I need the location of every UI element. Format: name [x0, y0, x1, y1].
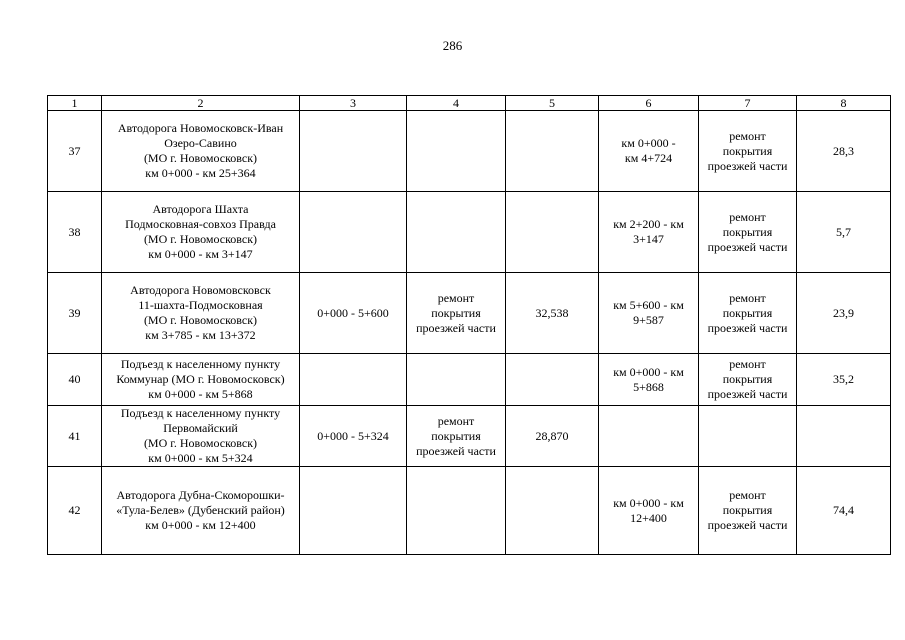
column-header: 1 — [48, 96, 102, 111]
row-number: 42 — [48, 467, 102, 555]
km-range-2: км 0+000 - км 12+400 — [599, 467, 699, 555]
length-value — [506, 192, 599, 273]
table-row — [48, 111, 891, 192]
road-repair-table — [47, 95, 891, 555]
work-type — [407, 467, 506, 555]
work-type-2: ремонт покрытия проезжей части — [699, 273, 797, 354]
row-number: 40 — [48, 354, 102, 406]
value-cell: 23,9 — [797, 273, 891, 354]
km-range-2 — [599, 406, 699, 467]
km-range-2: км 0+000 - км 5+868 — [599, 354, 699, 406]
road-name: Подъезд к населенному пункту Первомайский (МО г. Новомосковск) км 0+000 - км 5+324 — [102, 406, 300, 467]
value-cell — [797, 406, 891, 467]
km-range — [300, 467, 407, 555]
road-name: Автодорога Шахта Подмосковная-совхоз Правда (МО г. Новомосковск) км 0+000 - км 3+147 — [102, 192, 300, 273]
work-type: ремонт покрытия проезжей части — [407, 273, 506, 354]
road-name: Автодорога Новомосковск-Иван Озеро-Савино (МО г. Новомосковск) км 0+000 - км 25+364 — [102, 111, 300, 192]
row-number: 41 — [48, 406, 102, 467]
row-number: 39 — [48, 273, 102, 354]
work-type: ремонт покрытия проезжей части — [407, 406, 506, 467]
work-type-2: ремонт покрытия проезжей части — [699, 354, 797, 406]
column-header: 3 — [300, 96, 407, 111]
table-row — [48, 354, 891, 406]
value-cell: 5,7 — [797, 192, 891, 273]
column-header: 5 — [506, 96, 599, 111]
column-header: 4 — [407, 96, 506, 111]
row-number: 37 — [48, 111, 102, 192]
table-header-row — [48, 96, 891, 111]
value-cell: 74,4 — [797, 467, 891, 555]
work-type-2: ремонт покрытия проезжей части — [699, 111, 797, 192]
km-range — [300, 354, 407, 406]
table-row — [48, 467, 891, 555]
km-range-2: км 2+200 - км 3+147 — [599, 192, 699, 273]
table-row — [48, 192, 891, 273]
column-header: 8 — [797, 96, 891, 111]
value-cell: 35,2 — [797, 354, 891, 406]
km-range: 0+000 - 5+600 — [300, 273, 407, 354]
length-value — [506, 354, 599, 406]
road-name: Подъезд к населенному пункту Коммунар (МО г. Новомосковск) км 0+000 - км 5+868 — [102, 354, 300, 406]
km-range-2: км 5+600 - км 9+587 — [599, 273, 699, 354]
km-range — [300, 111, 407, 192]
road-name: Автодорога Новомовсковск 11-шахта-Подмосковная (МО г. Новомосковск) км 3+785 - км 13+372 — [102, 273, 300, 354]
work-type — [407, 192, 506, 273]
value-cell: 28,3 — [797, 111, 891, 192]
length-value — [506, 467, 599, 555]
length-value: 32,538 — [506, 273, 599, 354]
work-type — [407, 111, 506, 192]
work-type-2 — [699, 406, 797, 467]
length-value: 28,870 — [506, 406, 599, 467]
km-range: 0+000 - 5+324 — [300, 406, 407, 467]
page-number: 286 — [442, 38, 463, 53]
column-header: 2 — [102, 96, 300, 111]
work-type-2: ремонт покрытия проезжей части — [699, 192, 797, 273]
row-number: 38 — [48, 192, 102, 273]
road-name: Автодорога Дубна-Скоморошки- «Тула-Белев» (Дубенский район) км 0+000 - км 12+400 — [102, 467, 300, 555]
km-range — [300, 192, 407, 273]
table-row — [48, 273, 891, 354]
table-row — [48, 406, 891, 467]
column-header: 6 — [599, 96, 699, 111]
km-range-2: км 0+000 - км 4+724 — [599, 111, 699, 192]
work-type-2: ремонт покрытия проезжей части — [699, 467, 797, 555]
work-type — [407, 354, 506, 406]
length-value — [506, 111, 599, 192]
column-header: 7 — [699, 96, 797, 111]
